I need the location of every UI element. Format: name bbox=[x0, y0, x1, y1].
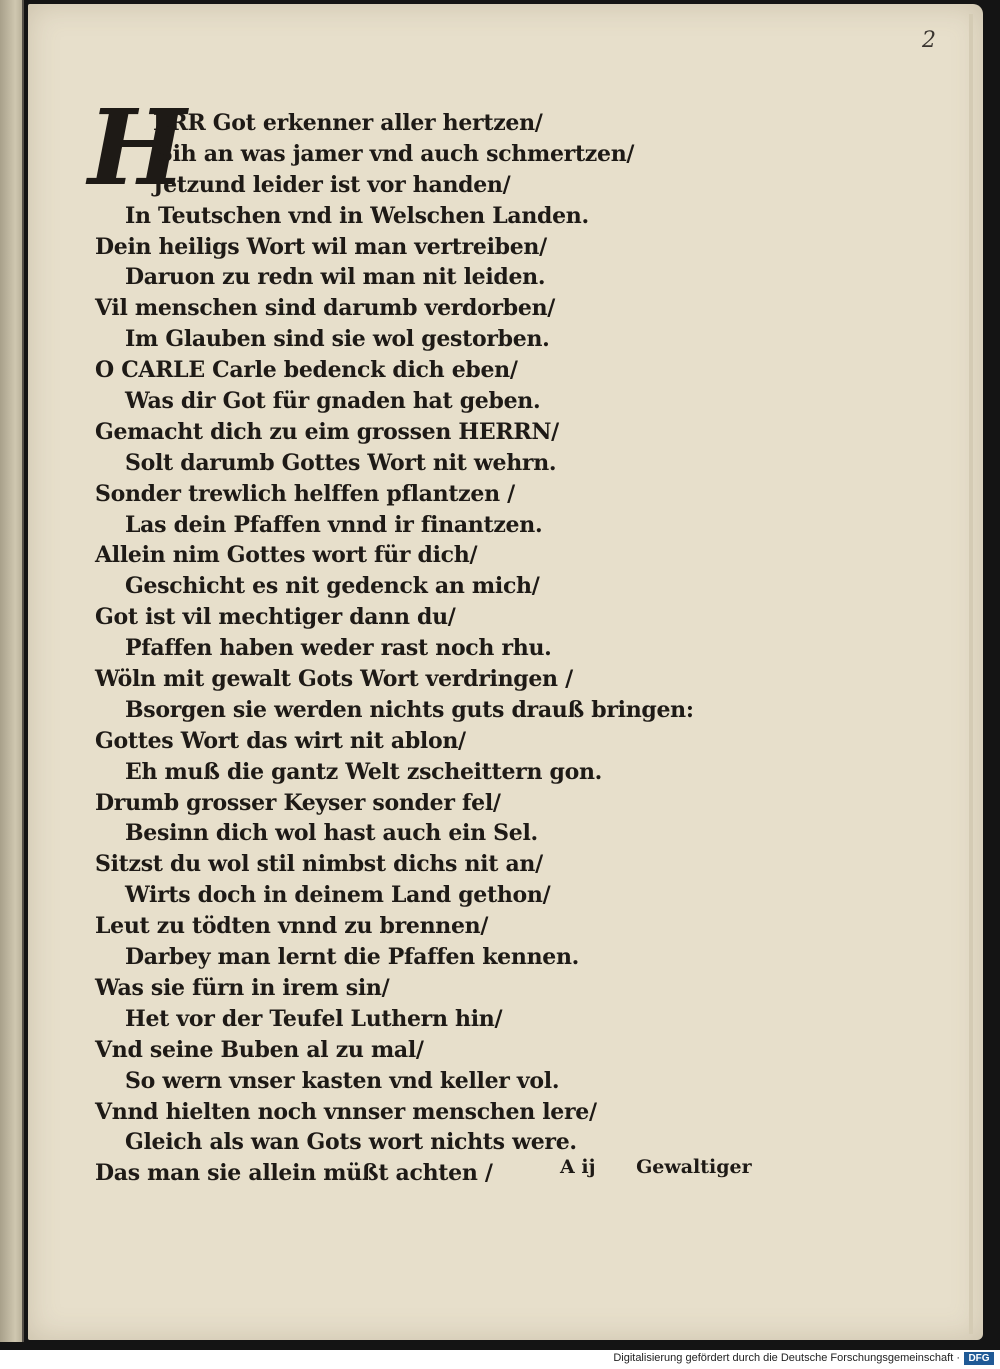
verse-line: Sonder trewlich helffen pflantzen / bbox=[95, 480, 515, 507]
verse-line: Daruon zu redn wil man nit leiden. bbox=[125, 264, 546, 291]
verse-line: Bsorgen sie werden nichts guts drauß bringen: bbox=[125, 696, 694, 723]
verse-line: Gemacht dich zu eim grossen HERRN/ bbox=[95, 418, 559, 445]
verse-line: So wern vnser kasten vnd keller vol. bbox=[125, 1067, 560, 1094]
signature-mark: A ij bbox=[560, 1156, 596, 1178]
verse-line: Vil menschen sind darumb verdorben/ bbox=[95, 295, 556, 322]
verse-line: Drumb grosser Keyser sonder fel/ bbox=[95, 789, 501, 816]
verse-line: Allein nim Gottes wort für dich/ bbox=[95, 542, 478, 569]
verse-line: Vnd seine Buben al zu mal/ bbox=[95, 1036, 424, 1063]
verse-line: Het vor der Teufel Luthern hin/ bbox=[125, 1005, 503, 1032]
verse-line: Wirts doch in deinem Land gethon/ bbox=[125, 882, 551, 909]
verse-line: Was sie fürn in irem sin/ bbox=[95, 974, 390, 1001]
verse-line: Leut zu tödten vnnd zu brennen/ bbox=[95, 913, 489, 940]
funding-credit: Digitalisierung gefördert durch die Deutsche Forschungsgemeinschaft · bbox=[613, 1352, 960, 1364]
verse-line: Geschicht es nit gedenck an mich/ bbox=[125, 573, 540, 600]
verse-line: Gottes Wort das wirt nit ablon/ bbox=[95, 727, 466, 754]
page-edge bbox=[969, 14, 973, 1334]
catchline bbox=[560, 1152, 752, 1182]
verse-line: Sitzst du wol stil nimbst dichs nit an/ bbox=[95, 851, 543, 878]
verse-line: Sih an was jamer vnd auch schmertzen/ bbox=[157, 140, 635, 167]
verse-line: Eh muß die gantz Welt zscheittern gon. bbox=[125, 758, 603, 785]
verse-line: Vnnd hielten noch vnnser menschen lere/ bbox=[95, 1098, 597, 1125]
verse-line: Pfaffen haben weder rast noch rhu. bbox=[125, 635, 552, 662]
folio-number: 2 bbox=[922, 28, 936, 53]
verse-line: ERR Got erkenner aller hertzen/ bbox=[153, 110, 543, 136]
verse-line: Wöln mit gewalt Gots Wort verdringen / bbox=[95, 666, 573, 693]
verse-line: Was dir Got für gnaden hat geben. bbox=[125, 388, 541, 415]
decorated-initial: H bbox=[88, 86, 187, 209]
verse-line: Im Glauben sind sie wol gestorben. bbox=[125, 326, 550, 353]
verse-line: Solt darumb Gottes Wort nit wehrn. bbox=[125, 449, 557, 476]
verse-line: Das man sie allein müßt achten / bbox=[95, 1160, 493, 1187]
catchword: Gewaltiger bbox=[636, 1156, 752, 1178]
verse-line: O CARLE Carle bedenck dich eben/ bbox=[95, 357, 518, 384]
verse-line: Las dein Pfaffen vnnd ir finantzen. bbox=[125, 511, 543, 538]
verse-line: Dein heiligs Wort wil man vertreiben/ bbox=[95, 233, 547, 260]
verse-line: Got ist vil mechtiger dann du/ bbox=[95, 604, 456, 631]
verse-line: In Teutschen vnd in Welschen Landen. bbox=[125, 202, 589, 229]
facing-page-edge bbox=[0, 0, 24, 1342]
verse-line: Besinn dich wol hast auch ein Sel. bbox=[125, 820, 538, 847]
verse-line: Darbey man lernt die Pfaffen kennen. bbox=[125, 944, 580, 971]
verse-line: Jetzund leider ist vor handen/ bbox=[153, 171, 511, 198]
verse-line: Gleich als wan Gots wort nichts were. bbox=[125, 1129, 577, 1156]
verse-list bbox=[95, 108, 815, 1189]
dfg-logo: DFG bbox=[964, 1352, 994, 1365]
